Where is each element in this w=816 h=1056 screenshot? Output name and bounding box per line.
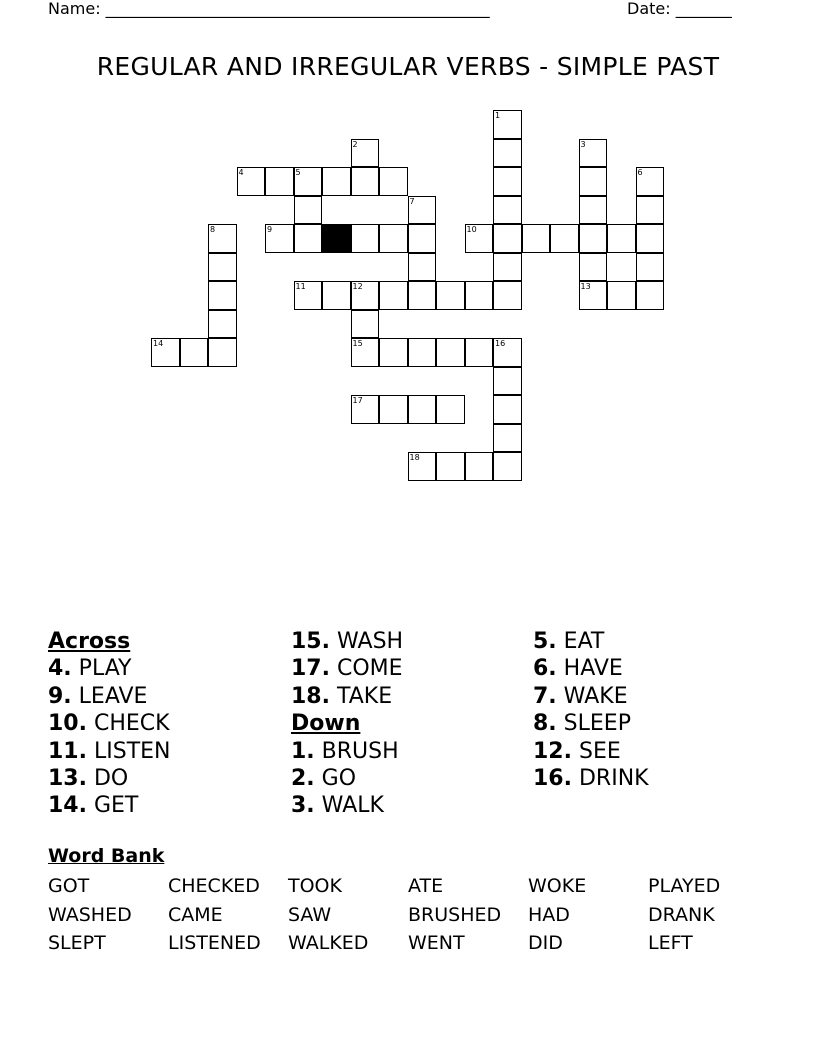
clue-number: 8 (210, 225, 216, 234)
grid-cell[interactable] (493, 110, 522, 139)
grid-cell[interactable] (579, 253, 608, 282)
clue-across-11: 11. LISTEN (48, 738, 171, 764)
grid-cell[interactable] (294, 281, 323, 310)
clue-down-5: 5. EAT (533, 629, 605, 654)
grid-cell[interactable] (465, 452, 494, 481)
grid-cell[interactable] (493, 281, 522, 310)
clue-number: 18 (409, 453, 420, 462)
grid-cell[interactable] (180, 338, 209, 367)
grid-cell[interactable] (208, 310, 237, 339)
clue-number: 3 (580, 139, 586, 149)
grid-cell[interactable] (208, 253, 237, 282)
clue-column-2 (291, 628, 531, 820)
clue-number: 6 (637, 168, 643, 177)
grid-cell[interactable] (522, 224, 551, 253)
clue-number: 7 (409, 196, 415, 206)
clue-down-8: 8. SLEEP (533, 711, 631, 737)
grid-cell[interactable] (379, 167, 408, 196)
word-bank-item: HAD (528, 903, 570, 926)
grid-cell[interactable] (607, 281, 636, 310)
grid-cell[interactable] (550, 224, 579, 253)
grid-cell[interactable] (493, 367, 522, 396)
grid-cell[interactable] (579, 139, 608, 168)
clue-across-17: 17. COME (291, 656, 403, 682)
clue-number: 5 (295, 168, 301, 177)
grid-cell[interactable] (465, 224, 494, 253)
word-bank-item: WALKED (288, 932, 369, 954)
clue-down-1: 1. BRUSH (291, 738, 399, 764)
grid-cell[interactable] (408, 281, 437, 310)
clue-number: 10 (466, 225, 477, 234)
across-heading: Across (48, 629, 131, 654)
grid-cell[interactable] (493, 424, 522, 453)
grid-cell[interactable] (493, 452, 522, 481)
date-field-label: Date: _______ (627, 0, 732, 18)
grid-cell[interactable] (351, 224, 380, 253)
word-bank-item: CHECKED (168, 875, 260, 897)
clue-down-3: 3. WALK (291, 793, 384, 819)
word-bank-item: WASHED (48, 903, 132, 926)
clue-across-9: 9. LEAVE (48, 683, 148, 709)
grid-cell[interactable] (636, 224, 665, 253)
clue-number: 15 (352, 339, 363, 348)
clue-number: 16 (495, 339, 506, 348)
clue-down-12: 12. SEE (533, 738, 621, 764)
clue-across-13: 13. DO (48, 766, 129, 792)
clue-number: 14 (153, 339, 164, 348)
clue-number: 11 (295, 282, 306, 291)
grid-cell[interactable] (408, 224, 437, 253)
word-bank-title: Word Bank (48, 845, 165, 867)
word-bank-item: SLEPT (48, 932, 106, 954)
word-bank-item: WENT (408, 932, 465, 954)
grid-cell[interactable] (265, 167, 294, 196)
grid-cell[interactable] (607, 224, 636, 253)
grid-cell[interactable] (379, 395, 408, 424)
grid-cell[interactable] (636, 167, 665, 196)
clue-number: 9 (267, 225, 273, 234)
grid-cell[interactable] (408, 196, 437, 225)
word-bank-item: LEFT (648, 932, 693, 954)
clue-across-18: 18. TAKE (291, 683, 393, 709)
grid-cell[interactable] (408, 452, 437, 481)
grid-cell[interactable] (436, 338, 465, 367)
grid-cell[interactable] (493, 139, 522, 168)
black-cell (322, 224, 351, 253)
word-bank-item: DID (528, 932, 563, 954)
grid-cell[interactable] (408, 338, 437, 367)
clue-column-3 (533, 628, 773, 792)
grid-cell[interactable] (351, 281, 380, 310)
grid-cell[interactable] (237, 167, 266, 196)
grid-cell[interactable] (579, 196, 608, 225)
grid-cell[interactable] (408, 395, 437, 424)
grid-cell[interactable] (379, 281, 408, 310)
clue-across-10: 10. CHECK (48, 711, 170, 737)
grid-cell[interactable] (351, 338, 380, 367)
word-bank-item: WOKE (528, 875, 587, 897)
grid-cell[interactable] (294, 224, 323, 253)
grid-cell[interactable] (493, 395, 522, 424)
clue-across-14: 14. GET (48, 793, 139, 819)
clue-number: 12 (352, 282, 363, 291)
grid-cell[interactable] (351, 310, 380, 339)
grid-cell[interactable] (636, 253, 665, 282)
grid-cell[interactable] (493, 224, 522, 253)
clue-number: 2 (352, 139, 358, 149)
grid-cell[interactable] (322, 167, 351, 196)
grid-cell[interactable] (493, 253, 522, 282)
grid-cell[interactable] (436, 452, 465, 481)
grid-cell[interactable] (579, 167, 608, 196)
clue-number: 13 (580, 282, 591, 291)
grid-cell[interactable] (493, 196, 522, 225)
grid-cell[interactable] (351, 167, 380, 196)
crossword-grid (0, 0, 816, 520)
name-field-label: Name: ________________________________________________ (48, 0, 490, 18)
grid-cell[interactable] (208, 338, 237, 367)
word-bank (48, 872, 768, 958)
word-bank-item: BRUSHED (408, 903, 502, 926)
grid-cell[interactable] (294, 196, 323, 225)
grid-cell[interactable] (151, 338, 180, 367)
grid-cell[interactable] (436, 395, 465, 424)
word-bank-item: PLAYED (648, 875, 721, 897)
grid-cell[interactable] (493, 338, 522, 367)
word-bank-item: LISTENED (168, 932, 261, 954)
grid-cell[interactable] (322, 281, 351, 310)
clue-down-2: 2. GO (291, 766, 357, 792)
down-heading: Down (291, 711, 361, 737)
grid-cell[interactable] (579, 224, 608, 253)
grid-cell[interactable] (351, 395, 380, 424)
clue-across-4: 4. PLAY (48, 656, 132, 682)
word-bank-item: CAME (168, 903, 223, 926)
word-bank-item: ATE (408, 875, 444, 897)
grid-cell[interactable] (379, 338, 408, 367)
clue-across-15: 15. WASH (291, 629, 404, 654)
grid-cell[interactable] (265, 224, 294, 253)
word-bank-item: SAW (288, 903, 332, 926)
grid-cell[interactable] (465, 338, 494, 367)
grid-cell[interactable] (208, 281, 237, 310)
clue-down-6: 6. HAVE (533, 656, 623, 682)
page-title: REGULAR AND IRREGULAR VERBS - SIMPLE PAST (96, 52, 720, 81)
grid-cell[interactable] (493, 167, 522, 196)
grid-cell[interactable] (436, 281, 465, 310)
clue-number: 4 (238, 168, 244, 177)
grid-cell[interactable] (465, 281, 494, 310)
clue-down-7: 7. WAKE (533, 683, 628, 709)
grid-cell[interactable] (294, 167, 323, 196)
grid-cell[interactable] (379, 224, 408, 253)
word-bank-item: TOOK (288, 875, 342, 897)
grid-cell[interactable] (636, 281, 665, 310)
grid-cell[interactable] (579, 281, 608, 310)
clue-down-16: 16. DRINK (533, 766, 649, 792)
word-bank-item: DRANK (648, 903, 715, 926)
grid-cell[interactable] (208, 224, 237, 253)
grid-cell[interactable] (351, 139, 380, 168)
grid-cell[interactable] (636, 196, 665, 225)
clue-number: 1 (495, 111, 501, 120)
clue-number: 17 (352, 396, 363, 405)
word-bank-item: GOT (48, 875, 90, 897)
grid-cell[interactable] (408, 253, 437, 282)
clue-column-1 (48, 628, 288, 820)
